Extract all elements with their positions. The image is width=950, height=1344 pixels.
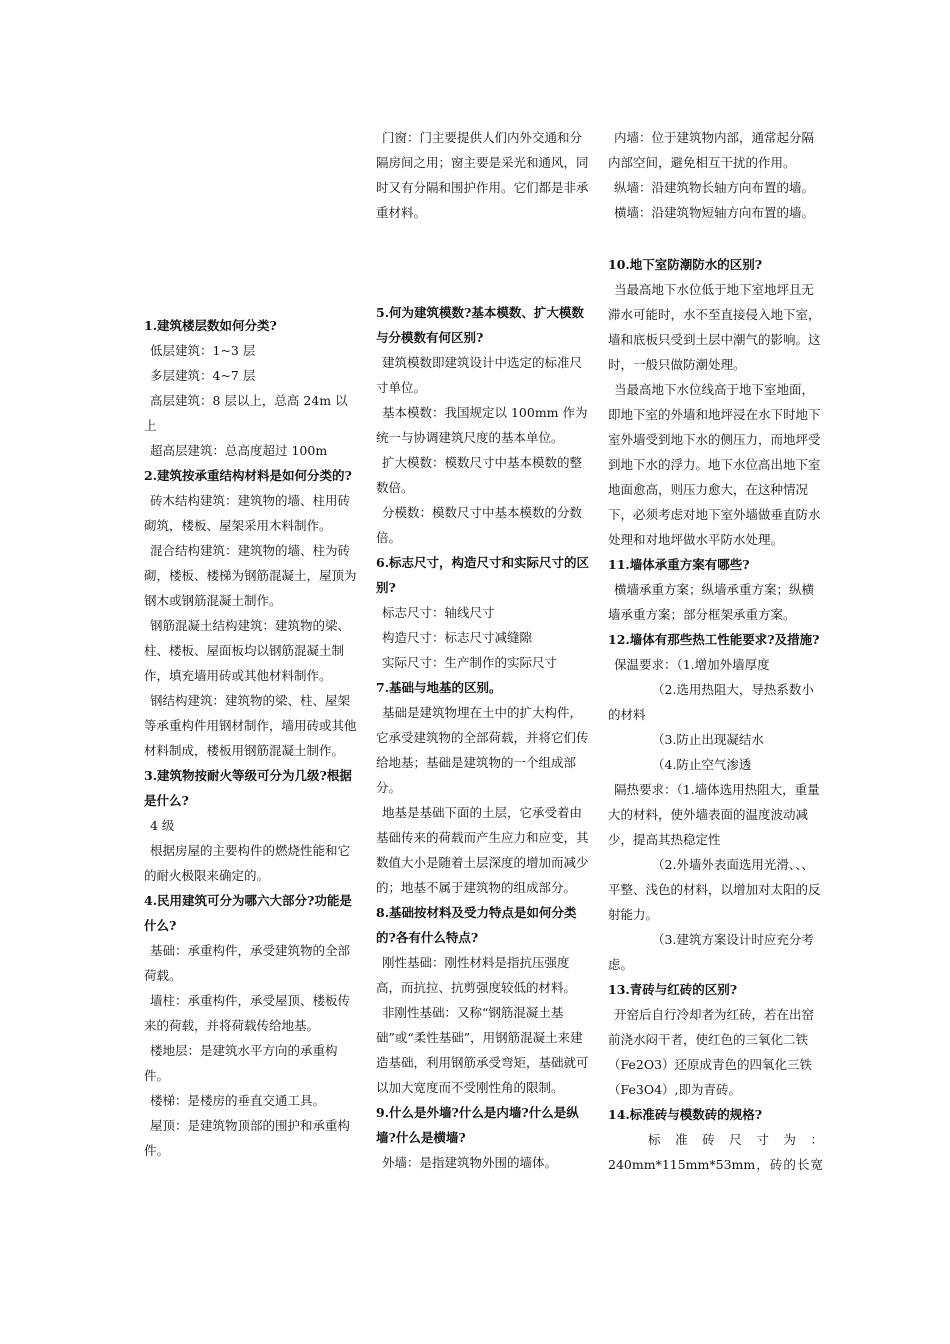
answer-line: 高层建筑：8 层以上，总高 24m 以上	[144, 393, 348, 433]
answer-paragraph: 地基是基础下面的土层，它承受着由基础传来的荷载而产生应力和应变，其数值大小是随着土层深度的增加而减少的；地基不属于建筑物的组成部分。	[376, 805, 589, 895]
question-9-title: 9.什么是外墙?什么是内墙?什么是纵墙?什么是横墙?	[376, 1105, 579, 1145]
answer-line: 超高层建筑：总高度超过 100m	[150, 443, 328, 458]
question-3-title: 3.建筑物按耐火等级可分为几级?根据是什么?	[144, 768, 352, 808]
answer-paragraph: （2.选用热阻大，导热系数小的材料	[608, 682, 814, 722]
answer-paragraph: 扩大模数：模数尺寸中基本模数的整数倍。	[376, 455, 583, 495]
answer-line: 构造尺寸：标志尺寸减缝隙	[382, 630, 533, 645]
answer-paragraph: 开窑后自行冷却者为红砖，若在出窑前浇水闷干者，使红色的三氧化二铁（Fe2O3）还原成青色的四氧化三铁（Fe3O4）,即为青砖。	[608, 1007, 815, 1097]
question-2-title: 2.建筑按承重结构材料是如何分类的?	[144, 468, 352, 483]
answer-paragraph: 基本模数：我国规定以 100mm 作为统一与协调建筑尺度的基本单位。	[376, 405, 588, 445]
answer-paragraph: 非刚性基础：又称“钢筋混凝土基础”或“柔性基础”，用钢筋混凝土来建造基础，利用钢筋承受弯矩，基础就可以加大宽度而不受刚性角的限制。	[376, 1005, 589, 1095]
answer-paragraph: 隔热要求：（1.墙体选用热阻大，重量大的材料，使外墙表面的温度波动减少，提高其热稳定性	[608, 782, 820, 847]
question-1-title: 1.建筑楼层数如何分类?	[144, 318, 277, 333]
question-14-title: 14.标准砖与模数砖的规格?	[608, 1107, 763, 1122]
column-left	[144, 313, 359, 1163]
answer-paragraph: 分模数：模数尺寸中基本模数的分数倍。	[376, 505, 583, 545]
answer-paragraph: 横墙承重方案；纵墙承重方案；纵横墙承重方案；部分框架承重方案。	[608, 582, 815, 622]
answer-line: （4.防止空气渗透	[652, 757, 752, 772]
answer-paragraph: 根据房屋的主要构件的燃烧性能和它的耐火极限来确定的。	[144, 843, 351, 883]
answer-paragraph: 外墙：是指建筑物外围的墙体。	[382, 1155, 558, 1170]
spacer	[608, 225, 823, 252]
answer-paragraph: 楼梯：是楼房的垂直交通工具。	[150, 1093, 326, 1108]
answer-paragraph: 楼地层：是建筑水平方向的承重构件。	[144, 1043, 338, 1083]
question-7-title: 7.基础与地基的区别。	[376, 680, 502, 695]
answer-paragraph: 墙柱：承重构件，承受屋顶、楼板传来的荷载，并将荷载传给地基。	[144, 993, 351, 1033]
question-8-title: 8.基础按材料及受力特点是如何分类的?各有什么特点?	[376, 905, 577, 945]
answer-line: 低层建筑：1~3 层	[150, 343, 256, 358]
answer-line: 保温要求：（1.增加外墙厚度	[614, 657, 770, 672]
answer-paragraph: 砖木结构建筑：建筑物的墙、柱用砖砌筑，楼板、屋架采用木料制作。	[144, 493, 351, 533]
answer-paragraph: 基础：承重构件，承受建筑物的全部荷载。	[144, 943, 351, 983]
answer-paragraph: 内墙：位于建筑物内部，通常起分隔内部空间，避免相互干扰的作用。	[608, 130, 815, 170]
answer-paragraph: 当最高地下水位线高于地下室地面，即地下室的外墙和地坪浸在水下时地下室外墙受到地下水的侧压力，而地坪受到地下水的浮力。地下水位高出地下室地面愈高，则压力愈大，在这种情况下，必须考虑对地下室外墙做垂直防水处理和对地坪做水平防水处理。	[608, 382, 821, 547]
question-10-title: 10.地下室防潮防水的区别?	[608, 257, 763, 272]
question-13-title: 13.青砖与红砖的区别?	[608, 982, 738, 997]
question-12-title: 12.墙体有那些热工性能要求?及措施?	[608, 632, 820, 647]
question-5-title: 5.何为建筑模数?基本模数、扩大模数与分模数有何区别?	[376, 305, 584, 345]
answer-line: 标志尺寸：轴线尺寸	[382, 605, 495, 620]
spacer	[376, 225, 591, 300]
question-6-title: 6.标志尺寸，构造尺寸和实际尺寸的区别?	[376, 555, 590, 595]
answer-paragraph: 刚性基础：刚性材料是指抗压强度高，而抗拉、抗剪强度较低的材料。	[376, 955, 577, 995]
answer-paragraph: （3.建筑方案设计时应充分考虑。	[608, 932, 814, 972]
answer-line: 240mm*115mm*53mm，砖的长宽	[608, 1157, 823, 1172]
answer-paragraph: 混合结构建筑：建筑物的墙、柱为砖砌，楼板、楼梯为钢筋混凝土，屋顶为钢木或钢筋混凝土制作。	[144, 543, 357, 608]
question-4-title: 4.民用建筑可分为哪六大部分?功能是什么?	[144, 893, 352, 933]
answer-line: 多层建筑：4~7 层	[150, 368, 256, 383]
answer-paragraph: 钢结构建筑：建筑物的梁、柱、屋架等承重构件用钢材制作，墙用砖或其他材料制成，楼板用钢筋混凝土制作。	[144, 693, 357, 758]
question-11-title: 11.墙体承重方案有哪些?	[608, 557, 750, 572]
column-middle	[376, 125, 591, 1175]
answer-line: （3.防止出现凝结水	[652, 732, 764, 747]
column-right	[608, 125, 823, 1177]
answer-paragraph: 钢筋混凝土结构建筑：建筑物的梁、柱、楼板、屋面板均以钢筋混凝土制作，填充墙用砖或其他材料制作。	[144, 618, 351, 683]
answer-line: 纵墙：沿建筑物长轴方向布置的墙。	[614, 180, 815, 195]
answer-line: 横墙：沿建筑物短轴方向布置的墙。	[614, 205, 815, 220]
answer-paragraph: 建筑模数即建筑设计中选定的标准尺寸单位。	[376, 355, 583, 395]
answer-paragraph: 当最高地下水位低于地下室地坪且无滞水可能时，水不至直接侵入地下室，墙和底板只受到土层中潮气的影响。这时，一般只做防潮处理。	[608, 282, 821, 372]
answer-line: 4 级	[150, 818, 175, 833]
answer-line: 标 准 砖 尺 寸 为 ：	[648, 1132, 823, 1147]
answer-paragraph: 基础是建筑物埋在土中的扩大构件，它承受建筑物的全部荷载，并将它们传给地基；基础是建筑物的一个组成部分。	[376, 705, 589, 795]
answer-paragraph: 门窗：门主要提供人们内外交通和分隔房间之用；窗主要是采光和通风，同时又有分隔和围护作用。它们都是非承重材料。	[376, 130, 589, 220]
answer-paragraph: 屋顶：是建筑物顶部的围护和承重构件。	[144, 1118, 351, 1158]
answer-paragraph: （2.外墙外表面选用光滑、、、平整、浅色的材料，以增加对太阳的反射能力。	[608, 857, 821, 922]
answer-line: 实际尺寸：生产制作的实际尺寸	[382, 655, 558, 670]
